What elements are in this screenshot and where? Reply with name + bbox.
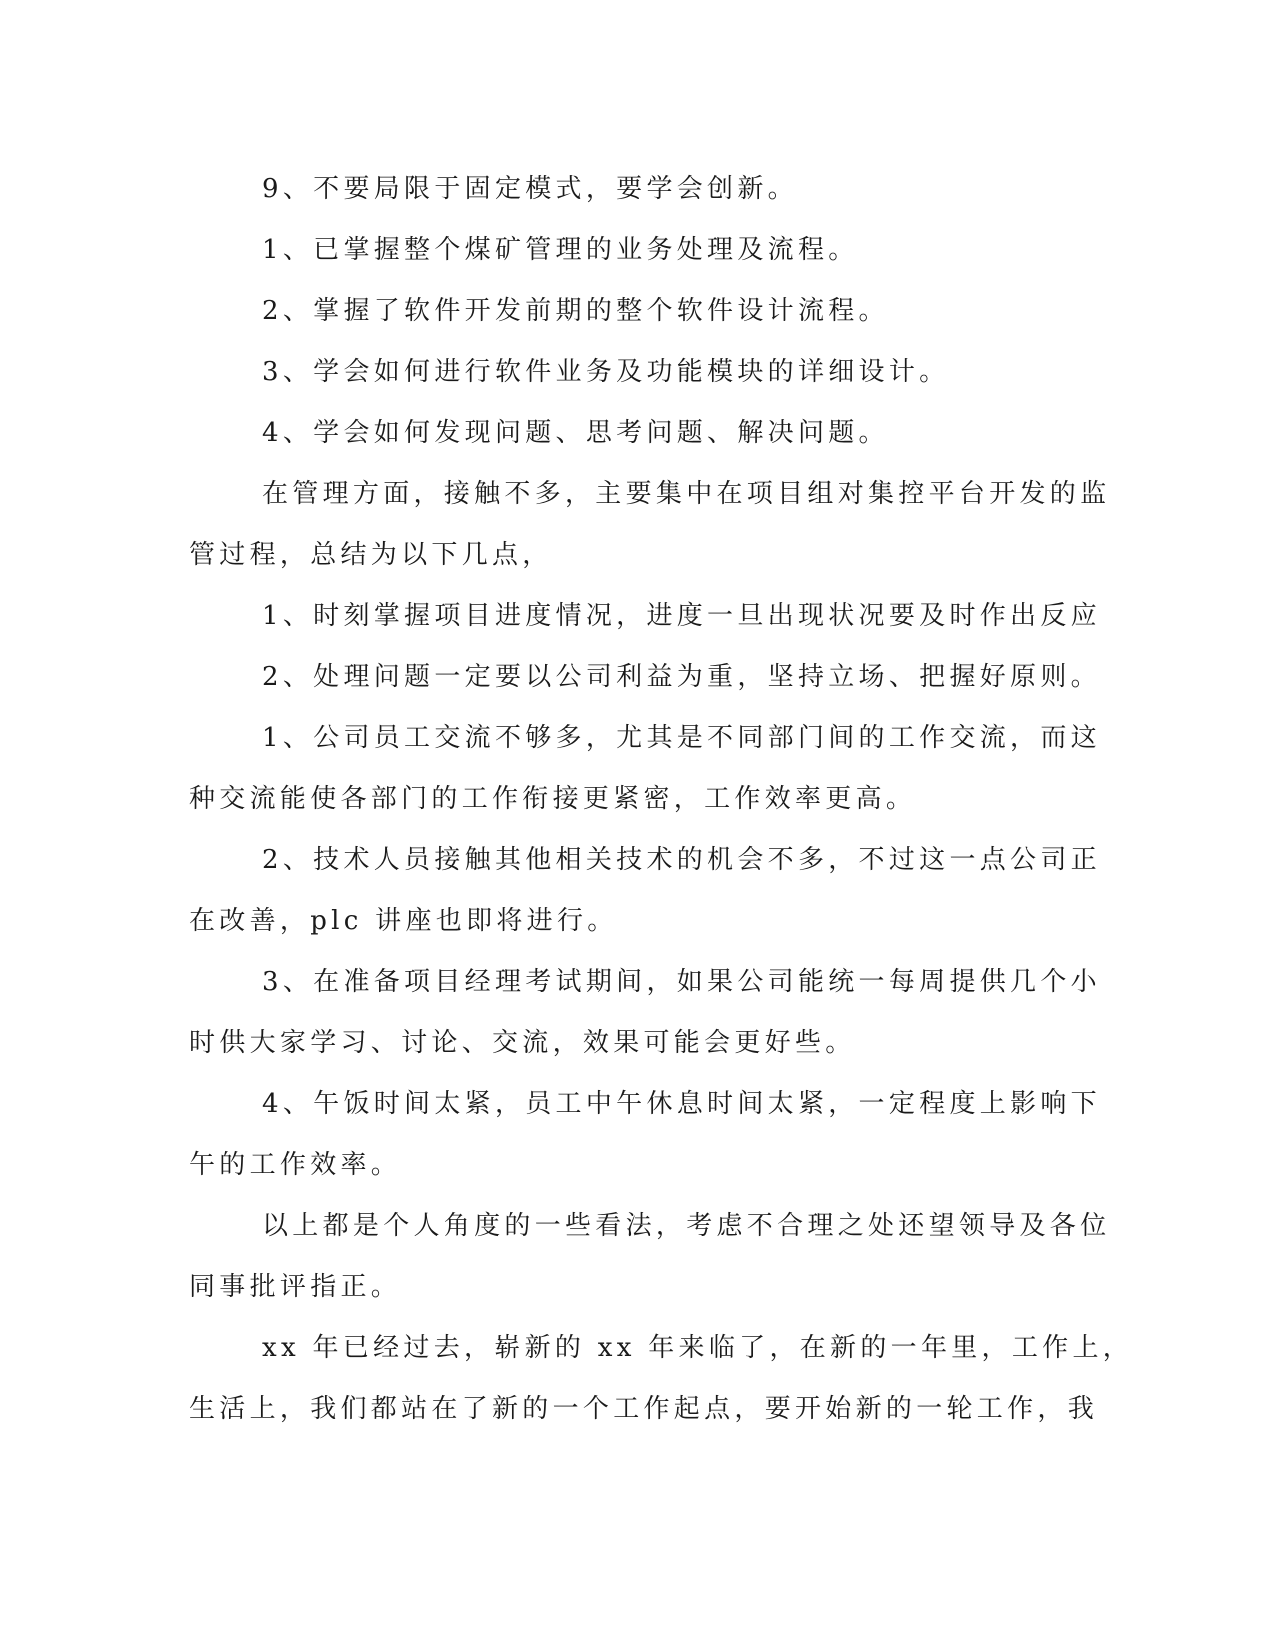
text-line: 9、不要局限于固定模式，要学会创新。 bbox=[262, 174, 798, 204]
paragraph bbox=[189, 464, 1111, 586]
text-line: 4、午饭时间太紧，员工中午休息时间太紧，一定程度上影响下 bbox=[262, 1089, 1101, 1119]
paragraph bbox=[189, 1074, 1101, 1196]
text-line: 在管理方面，接触不多，主要集中在项目组对集控平台开发的监 bbox=[262, 479, 1111, 509]
paragraph bbox=[189, 586, 1101, 647]
text-line: 以上都是个人角度的一些看法，考虑不合理之处还望领导及各位 bbox=[262, 1211, 1111, 1241]
document-body bbox=[189, 159, 1134, 1440]
text-line: 生活上，我们都站在了新的一个工作起点，要开始新的一轮工作，我 bbox=[189, 1394, 1099, 1424]
text-line: 1、已掌握整个煤矿管理的业务处理及流程。 bbox=[262, 235, 859, 265]
paragraph bbox=[189, 1318, 1134, 1440]
paragraph bbox=[189, 281, 1089, 342]
text-line: 时供大家学习、讨论、交流，效果可能会更好些。 bbox=[189, 1028, 856, 1058]
paragraph bbox=[189, 403, 1089, 464]
paragraph bbox=[189, 952, 1101, 1074]
paragraph bbox=[189, 220, 1089, 281]
text-line: 1、公司员工交流不够多，尤其是不同部门间的工作交流，而这 bbox=[262, 723, 1101, 753]
text-line: 2、掌握了软件开发前期的整个软件设计流程。 bbox=[262, 296, 889, 326]
text-line: 3、学会如何进行软件业务及功能模块的详细设计。 bbox=[262, 357, 950, 387]
paragraph bbox=[189, 647, 1101, 708]
text-line: 2、处理问题一定要以公司利益为重，坚持立场、把握好原则。 bbox=[262, 662, 1101, 692]
text-line: 午的工作效率。 bbox=[189, 1150, 402, 1180]
text-line: 在改善，plc 讲座也即将进行。 bbox=[189, 906, 618, 936]
paragraph bbox=[189, 830, 1101, 952]
text-line: 3、在准备项目经理考试期间，如果公司能统一每周提供几个小 bbox=[262, 967, 1101, 997]
text-line: 种交流能使各部门的工作衔接更紧密，工作效率更高。 bbox=[189, 784, 917, 814]
text-line: 同事批评指正。 bbox=[189, 1272, 402, 1302]
paragraph bbox=[189, 708, 1101, 830]
paragraph bbox=[189, 342, 1089, 403]
text-line: 4、学会如何发现问题、思考问题、解决问题。 bbox=[262, 418, 889, 448]
paragraph bbox=[189, 1196, 1111, 1318]
text-line: 2、技术人员接触其他相关技术的机会不多，不过这一点公司正 bbox=[262, 845, 1101, 875]
text-line: 1、时刻掌握项目进度情况，进度一旦出现状况要及时作出反应 bbox=[262, 601, 1101, 631]
text-line: 管过程，总结为以下几点， bbox=[189, 540, 553, 570]
text-line: xx 年已经过去，崭新的 xx 年来临了，在新的一年里，工作上， bbox=[262, 1333, 1134, 1363]
paragraph bbox=[189, 159, 1089, 220]
